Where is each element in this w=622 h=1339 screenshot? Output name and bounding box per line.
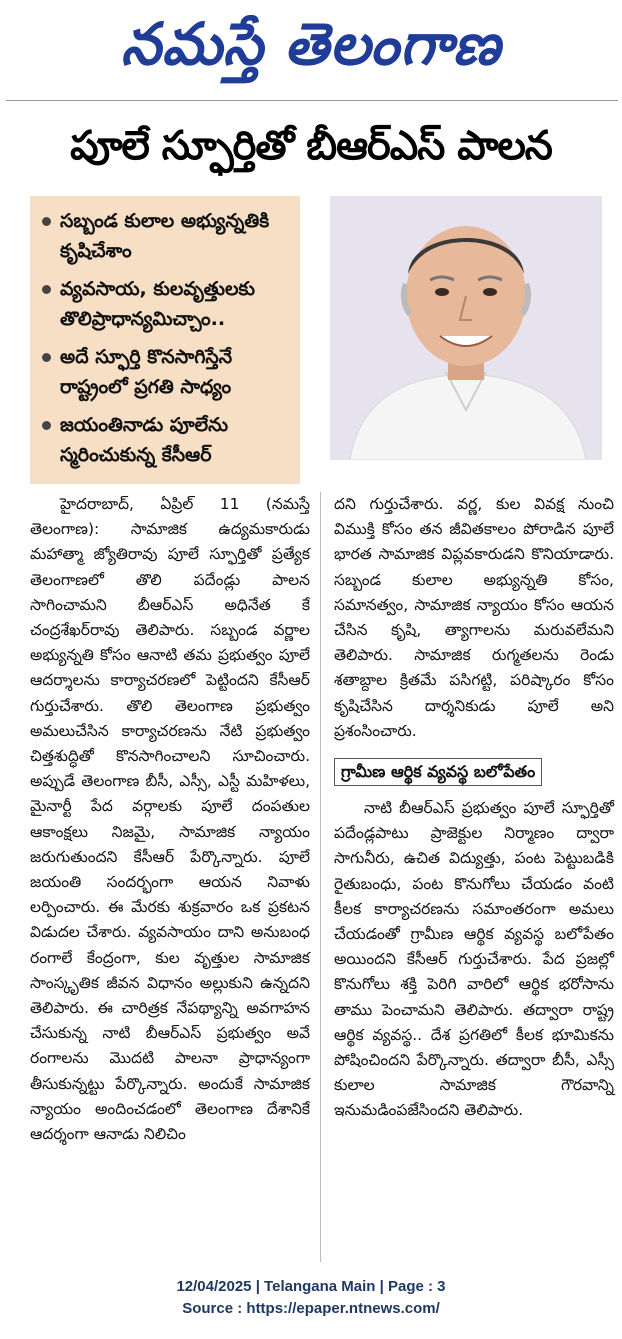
highlight-item: సబ్బండ కులాల అభ్యున్నతికి కృషిచేశాం [40,206,292,266]
highlights-box [30,196,300,484]
article-body-paragraph: దని గుర్తుచేశారు. వర్ణ, కుల వివక్ష నుంచి విముక్తి కోసం తన జీవితకాలం పోరాడిన పూలే భారత సామాజిక విప్లవకారుడని కొనియాడారు. సబ్బండ కులాల అభ్యున్నతి కోసం, సమానత్వం, సామాజిక న్యాయం కోసం ఆయన చేసిన కృషి, త్యాగాలను మరువలేమని తెలిపారు. సామాజిక రుగ్మతలను రెండు శతాబ్దాల క్రితమే పసిగట్టి, పరిష్కారం కోసం కృషిచేసిన దార్శనికుడు పూలే అని ప్రశంసించారు. [334,495,614,740]
article-column-left [30,492,310,1147]
masthead-logo: నమస్తే తెలంగాణ [120,10,502,78]
portrait-illustration [330,196,602,460]
article-headline: పూలే స్ఫూర్తితో బీఆర్‌ఎస్‌ పాలన [70,123,552,169]
portrait-photo [330,196,602,460]
page-footer [0,1276,622,1320]
highlight-item: జయంతినాడు పూలేను స్మరించుకున్న కేసీఆర్‌ [40,410,292,470]
article-body-paragraph: హైదరాబాద్‌, ఏప్రిల్‌ 11 (నమస్తే తెలంగాణ): సామాజిక ఉద్యమకారుడు మహాత్మా జ్యోతిరావు పూలే స్ఫూర్తితో ప్రత్యేక తెలంగాణలో తొలి పదేండ్లు పాలన సాగించామని బీఆర్‌ఎస్‌ అధినేత కే చంద్రశేఖర్‌రావు తెలిపారు. సబ్బండ వర్ణాల అభ్యున్నతి కోసం ఆనాటి తమ ప్రభుత్వం పూలే ఆదర్శాలను కార్యాచరణలో పెట్టిందని కేసీఆర్‌ గుర్తుచేశారు. తొలి తెలంగాణ ప్రభుత్వం అమలుచేసిన కార్యాచరణను నేటి ప్రభుత్వం చిత్తశుద్ధితో కొనసాగించాలని సూచించారు. అప్పుడే తెలంగాణ బీసీ, ఎస్సీ, ఎస్టీ మహిళలు, మైనార్టీ పేద వర్గాలకు పూలే దంపతుల ఆకాంక్షలు నిజమై, సామాజిక న్యాయం జరుగుతుందని కేసీఆర్‌ పేర్కొన్నారు. పూలే జయంతి సందర్భంగా ఆయన నివాళు లర్పించారు. ఈ మేరకు శుక్రవారం ఒక ప్రకటన విడుదల చేశారు. వ్యవసాయం దాని అనుబంధ రంగాలే కేంద్రంగా, కుల వృత్తుల సామాజిక సాంస్కృతిక జీవన విధానం అల్లుకుని ఉన్నదని తెలిపారు. ఈ చారిత్రక నేపథ్యాన్ని అవగాహన చేసుకున్న నాటి బీఆర్‌ఎస్‌ ప్రభుత్వం అవే రంగాలను మొదటి పాలనా ప్రాధాన్యంగా తీసుకున్నట్టు పేర్కొన్నారు. అందుకే సామాజిక న్యాయం అందించడంలో తెలంగాణ దేశానికే ఆదర్శంగా ఆనాడు నిలిచిం [30,495,310,1144]
masthead-divider [6,100,618,101]
article-subheading: గ్రామీణ ఆర్థిక వ్యవస్థ బలోపేతం [334,758,542,786]
article-body-paragraph: నాటి బీఆర్‌ఎస్‌ ప్రభుత్వం పూలే స్ఫూర్తితో పదేండ్లపాటు ప్రాజెక్టుల నిర్మాణం ద్వారా సాగునీరు, ఉచిత విద్యుత్తు, పంట పెట్టుబడికి రైతుబంధు, పంట కొనుగోలు చేయడం వంటి కీలక కార్యాచరణను సమాంతరంగా అమలు చేయడంతో గ్రామీణ ఆర్థిక వ్యవస్థ బలోపేతం అయిందని కేసీఆర్‌ గుర్తుచేశారు. పేద ప్రజల్లో కొనుగోలు శక్తి పెరిగి వారిలో ఆర్థిక భరోసాను తాము పెంచామని తెలిపారు. తద్వారా రాష్ట్ర ఆర్థిక వ్యవస్థ.. దేశ ప్రగతిలో కీలక భూమికను పోషించిందని పేర్కొన్నారు. తద్వారా బీసీ, ఎస్సీ కులాల సామాజిక గౌరవాన్ని ఇనుమడింపజేసిందని తెలిపారు. [334,799,614,1120]
highlights-list [30,196,300,470]
footer-source-line: Source : https://epaper.ntnews.com/ [182,1300,440,1317]
highlight-item: వ్యవసాయ, కులవృత్తులకు తొలిప్రాధాన్యమిచ్చాం.. [40,274,292,334]
subheading-wrap [334,758,614,786]
footer-date-line: 12/04/2025 | Telangana Main | Page : 3 [176,1278,446,1295]
masthead [0,0,622,92]
highlight-item: అదే స్ఫూర్తి కొనసాగిస్తేనే రాష్ట్రంలో ప్రగతి సాధ్యం [40,342,292,402]
article-column-right [334,492,614,1124]
column-divider [320,492,321,1262]
